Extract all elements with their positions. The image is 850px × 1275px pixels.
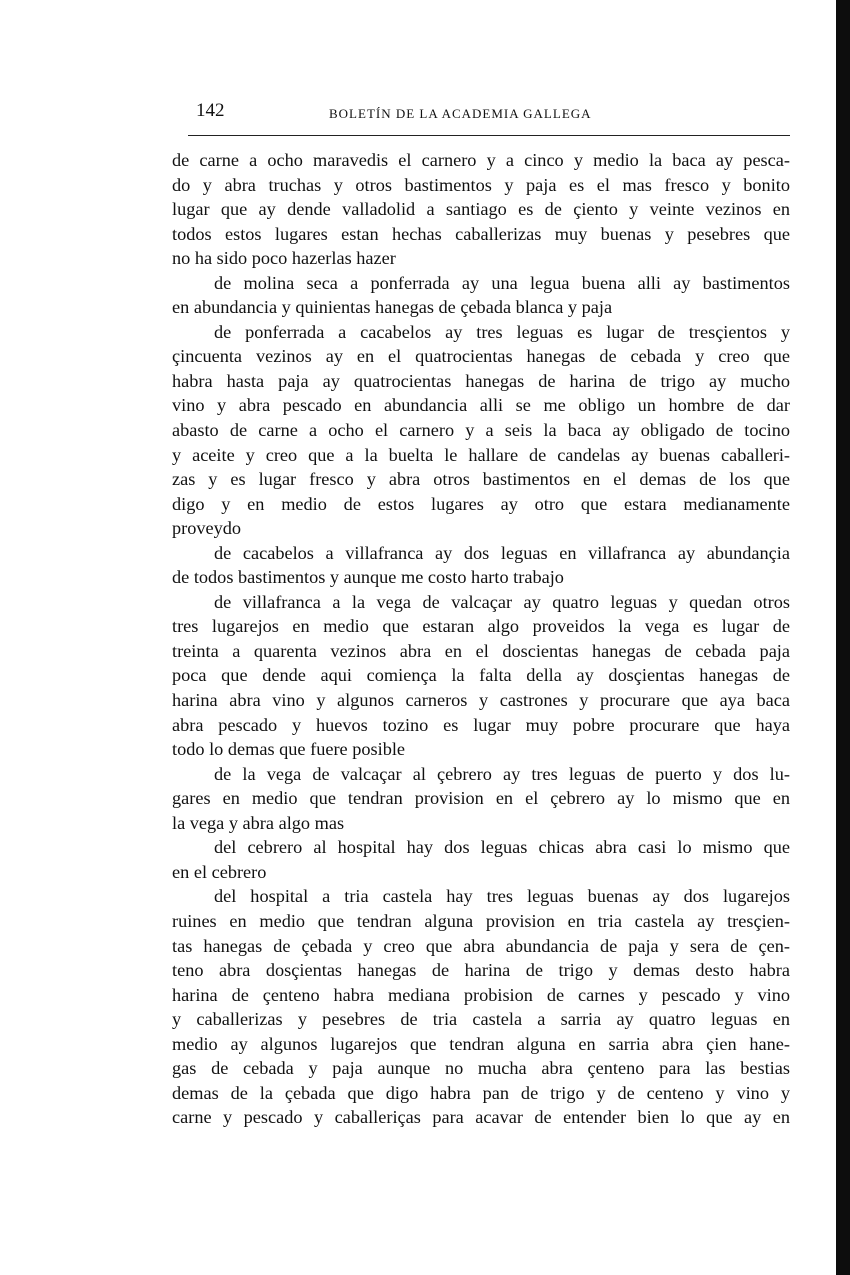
text-line: medio ay algunos lugarejos que tendran alguna en sarria abra çien hane- — [172, 1033, 790, 1054]
text-line: del hospital a tria castela hay tres leguas buenas ay dos lugarejos — [214, 886, 790, 907]
text-line: harina de çenteno habra mediana probision de carnes y pescado y vino — [172, 984, 790, 1005]
text-line: y caballerizas y pesebres de tria castela a sarria ay quatro leguas en — [172, 1009, 790, 1030]
text-line: harina abra vino y algunos carneros y castrones y procurare que aya baca — [172, 690, 790, 711]
text-line: tres lugarejos en medio que estaran algo proveidos la vega es lugar de — [172, 616, 790, 637]
text-line: abasto de carne a ocho el carnero y a seis la baca ay obligado de tocino — [172, 420, 790, 441]
text-line: de cacabelos a villafranca ay dos leguas en villafranca ay abundançia — [214, 542, 790, 563]
text-line: poca que dende aqui comiença la falta della ay dosçientas hanegas de — [172, 665, 790, 686]
text-line: todos estos lugares estan hechas caballerizas muy buenas y pesebres que — [172, 223, 790, 244]
text-line: zas y es lugar fresco y abra otros bastimentos en el demas de los que — [172, 469, 790, 490]
text-line: çincuenta vezinos ay en el quatrocientas hanegas de cebada y creo que — [172, 346, 790, 367]
page-number: 142 — [196, 100, 225, 121]
page-edge-shadow — [836, 0, 850, 1275]
text-line: de villafranca a la vega de valcaçar ay quatro leguas y quedan otros — [214, 591, 790, 612]
text-line: de molina seca a ponferrada ay una legua buena alli ay bastimentos — [214, 272, 790, 293]
text-line: del cebrero al hospital hay dos leguas chicas abra casi lo mismo que — [214, 837, 790, 858]
text-line: en abundancia y quinientas hanegas de çebada blanca y paja — [172, 297, 613, 318]
text-line: de todos bastimentos y aunque me costo harto trabajo — [172, 567, 564, 588]
text-line: treinta a quarenta vezinos abra en el doscientas hanegas de cebada paja — [172, 640, 790, 661]
text-line: ruines en medio que tendran alguna provision en tria castela ay tresçien- — [172, 910, 790, 931]
text-line: abra pescado y huevos tozino es lugar muy pobre procurare que haya — [172, 714, 790, 735]
text-line: no ha sido poco hazerlas hazer — [172, 248, 396, 269]
running-title: BOLETÍN DE LA ACADEMIA GALLEGA — [329, 106, 592, 121]
text-line: todo lo demas que fuere posible — [172, 739, 406, 760]
text-line: de la vega de valcaçar al çebrero ay tres leguas de puerto y dos lu- — [214, 763, 790, 784]
text-line: carne y pescado y caballeriças para acavar de entender bien lo que ay en — [172, 1107, 790, 1128]
text-line: vino y abra pescado en abundancia alli se me obligo un hombre de dar — [172, 395, 790, 416]
text-line: tas hanegas de çebada y creo que abra abundancia de paja y sera de çen- — [172, 935, 790, 956]
text-line: de ponferrada a cacabelos ay tres leguas es lugar de tresçientos y — [214, 321, 790, 342]
header-rule — [188, 135, 790, 136]
text-line: lugar que ay dende valladolid a santiago es de çiento y veinte vezinos en — [172, 199, 790, 220]
text-line: de carne a ocho maravedis el carnero y a cinco y medio la baca ay pesca- — [172, 150, 790, 170]
text-line: demas de la çebada que digo habra pan de trigo y de centeno y vino y — [172, 1082, 790, 1103]
text-line: digo y en medio de estos lugares ay otro que estara medianamente — [172, 493, 790, 514]
text-line: habra hasta paja ay quatrocientas hanegas de harina de trigo ay mucho — [172, 370, 790, 391]
text-line: la vega y abra algo mas — [172, 812, 345, 833]
text-line: en el cebrero — [172, 861, 267, 882]
text-line: y aceite y creo que a la buelta le hallare de candelas ay buenas caballeri- — [172, 444, 790, 465]
text-line: gares en medio que tendran provision en el çebrero ay lo mismo que en — [172, 788, 790, 809]
page-header — [186, 100, 792, 130]
text-line: teno abra dosçientas hanegas de harina de trigo y demas desto habra — [172, 960, 790, 981]
text-line: proveydo — [172, 518, 242, 539]
body-text — [172, 148, 790, 1130]
text-line: do y abra truchas y otros bastimentos y paja es el mas fresco y bonito — [172, 174, 790, 195]
text-line: gas de cebada y paja aunque no mucha abra çenteno para las bestias — [172, 1058, 790, 1079]
